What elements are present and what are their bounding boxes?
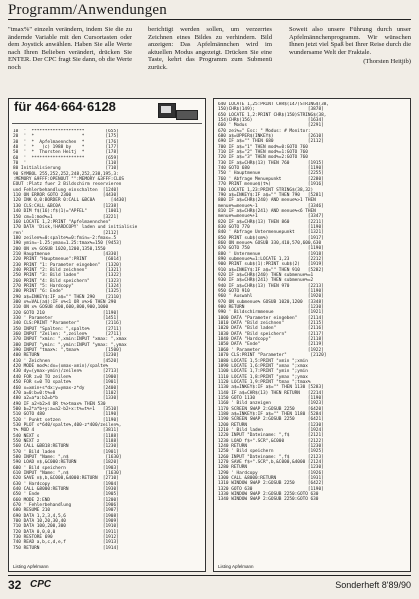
page-number: 32 — [8, 578, 22, 592]
code-line: 730 RESTORE 690 [1912] — [13, 535, 119, 541]
code-line: 300 x%=VAL(a$):IF x%<1 OR x%>6 THEN 290 — [13, 300, 117, 305]
code-line: 1210 ' Bild laden [1924] — [218, 427, 324, 433]
code-line: 1090 LOCATE 1,6:PRINT "xmax ";xmax — [218, 363, 308, 369]
code-line: 490 IF a2+b2>4 OR t%>tmax% THEN 530 — [13, 401, 106, 407]
code-line: EOUT :Platz fuer 2 Bildschirm reservieren — [13, 182, 122, 188]
code-line: 40 ' * (c) 1988 by * [177] — [13, 145, 119, 151]
code-line: 1300 CALL &8000:RETURN [1931] — [218, 476, 324, 482]
footer-rule — [8, 575, 411, 576]
code-line: 1180 a$=INKEY$:IF a$="" THEN 1180 [5284] — [218, 411, 324, 417]
header-rule — [8, 19, 411, 20]
code-line: und Fehlerbehandlung einschalten [1240] — [13, 187, 119, 193]
listing-banner — [12, 99, 202, 124]
code-line: 560 CALL &BB18:RETURN [1230] — [13, 444, 119, 450]
code-line: 110 ON ERROR GOTO 2300 [4430] — [13, 193, 119, 199]
code-line: 770 PRINT menue$(t%) [1916] — [218, 182, 324, 188]
article-column-3 — [289, 26, 411, 66]
code-line: t% MOD 4 [3811] — [13, 428, 119, 434]
code-line: 850 PRINT sub$(sm%) [1917] — [218, 235, 324, 241]
code-line: 690 DATA 1,2,3,4,5,6 [1908] — [13, 513, 119, 519]
code-line: 740 READ a,b,c,d,e,f [1913] — [13, 540, 119, 546]
code-line: 1220 INPUT "Dateiname: ",f$ [2121] — [218, 433, 324, 439]
code-line: 380 INPUT "ymin: ",ymin:INPUT "ymax: ",ymax — [13, 342, 127, 348]
code-line: 650 ' Ende [1905] — [13, 492, 119, 498]
code-line: 1010 DATA "Bild zeichnen" [2115] — [218, 321, 324, 327]
article-text — [8, 26, 411, 98]
code-line: 20 ' * * [175] — [13, 134, 119, 140]
code-line: 640 LOCATE 1,25:PRINT CHR$(147)STRING$(38, — [218, 102, 330, 107]
article-paragraph: "tmax%" einzeln verändern, indem Sie die zu ändernde Variable mit den Cursortasten oder dem Joystick anwählen. Haben Sie alle Werte nach Ihren Belieben verändert, drücken Sie ENTER. Der CPC fragt Sie dann, ob die Werte noch — [8, 26, 132, 71]
code-line: 580 INPUT "Name: ",n$ [1630] — [13, 454, 122, 460]
author-credit: (Thorsten Heitjib) — [363, 58, 411, 66]
code-line: 1320 GOTO 630 [1190] — [218, 486, 324, 492]
code-line: 1100 LOCATE 1,7:PRINT "ymin ";ymin — [218, 369, 308, 375]
code-line: 1170 SCREEN SWAP 2:GOSUB 2250 [6420] — [218, 406, 324, 412]
code-line: 1000 DATA "Parameter eingeben" [2114] — [218, 315, 324, 321]
code-line: 710 IF a$="2" THEN mod%=1:GOTO 760 — [218, 150, 308, 156]
code-line: 80 Initialisierung [710] — [13, 166, 119, 172]
code-line: 840 ' Abfrage Untermenuepunkt [1321] — [218, 230, 324, 236]
code-line: 720 IF a$="3" THEN mod%=2:GOTO 760 — [218, 155, 308, 161]
code-line: 370 INPUT "xmin: ",xmin:INPUT "xmax: ",xmax — [13, 337, 127, 343]
code-line: 510 GOTO 480 [1190] — [13, 412, 119, 418]
code-line: 220 PRINT "Hauptmenue":PRINT [6014] — [13, 257, 122, 263]
code-line: 1330 WINDOW SWAP 2:GOSUB 2250:GOTO 630 — [218, 492, 319, 498]
code-line: 1060 ' Parameter [1922] — [218, 347, 324, 353]
code-line: 760 ' Abfrage Menuepunkt [2280] — [218, 176, 324, 182]
code-line: 154)CHR$(156) [1634] — [218, 118, 324, 124]
code-line: 650 LOCATE 1,2:PRINT CHR$(150)STRING$(38, — [218, 112, 327, 118]
code-line: 750 RETURN [1914] — [13, 545, 119, 551]
code-line: 890 submenue%=1:LOCATE 1,23 [2212] — [218, 256, 324, 262]
code-line: 730 IF a$=CHR$(13) THEN 760 [1915] — [218, 160, 324, 166]
code-line: 820 IF a$=CHR$(13) THEN 860 [2211] — [218, 219, 324, 225]
code-line: 780 LOCATE 1,23:PRINT STRING$(38,32) — [218, 187, 314, 193]
code-line: 810 IF a$=CHR$(241) AND menue%<6 THEN — [218, 208, 316, 214]
code-line: 10 ' ******************** [655] — [13, 129, 119, 134]
code-line: 600 ' Bild speichern [1903] — [13, 465, 119, 471]
code-line: 660 MODE 2:END [1200] — [13, 497, 119, 503]
code-line: 870 GOTO 750 [1190] — [218, 246, 324, 252]
code-line: 680 a$=UPPER$(INKEY$) [2610] — [218, 134, 324, 140]
code-line: 410 ' Zeichnen [4520] — [13, 358, 119, 364]
program-listing — [8, 98, 411, 572]
code-line: 1240 RETURN [1230] — [218, 444, 324, 449]
code-line: 1110 LOCATE 1,8:PRINT "ymax ";ymax — [218, 374, 308, 380]
code-line: 180 zeilen%=0:spalte%=0:fmin=-2:fmax=.5 — [13, 235, 117, 241]
code-line: 150 cm=1:mod%=1 [3221] — [13, 214, 119, 220]
code-line: 480 a2=a*a:b2=b*b [1330] — [13, 396, 119, 402]
code-line: 200 ON x% GOSUB 1020,1200,1350,1550 — [13, 246, 106, 252]
code-line: 530 PLOT s*640/spalte%,400-z*400/zeilen%, — [13, 422, 122, 428]
code-line: 290 a$=INKEY$:IF a$="" THEN 290 [2110] — [13, 294, 122, 300]
code-line: 610 INPUT "Name: ",n$ [1630] — [13, 471, 122, 476]
code-line: 620 SAVE n$,b,&C000,&4000:RETURN [2710] — [13, 476, 119, 482]
code-line: 340 CLS:PRINT "Parameter" [2116] — [13, 321, 122, 327]
code-line: 390 INPUT "tmax%: ",tmax% [1500] — [13, 348, 122, 354]
code-line: 190 ymin=-1.25:ymax=1.25:tmax%=150 [9453] — [13, 241, 122, 247]
code-line: 680 RESUME 210 [1907] — [13, 508, 119, 514]
code-line: 630 ' Hardcopy [1904] — [13, 481, 119, 487]
code-line: 670 zei%=" Esc: " Modus: # Monitor: — [218, 128, 311, 134]
code-block-left — [13, 129, 201, 551]
code-line: 1080 LOCATE 1,5:PRINT "xmin ";xmin — [218, 358, 308, 364]
code-line: 440 FOR z=0 TO zeilen% [1900] — [13, 374, 119, 380]
article-column-1 — [8, 26, 132, 72]
code-line: 880 ' Untermenue [1918] — [218, 251, 324, 257]
code-line: 1140 IF a$=CHR$(13) THEN RETURN [2214] — [218, 390, 324, 396]
code-line: 1040 DATA "Hardcopy" [2118] — [218, 337, 324, 343]
code-line: 900 PRINT sub$(1):PRINT sub$(2) [1919] — [218, 262, 324, 268]
code-line: menue%=menue%+1 [3347] — [218, 214, 324, 220]
code-line: 1310 WINDOW SWAP 2:GOSUB 2250 [6422] — [218, 481, 324, 487]
code-line: 320 GOTO 210 [1190] — [13, 310, 119, 316]
code-line: 1120 LOCATE 1,9:PRINT "tmax ";tmax% — [218, 379, 311, 385]
code-line: 750 ' Hauptmenue [2255] — [218, 171, 324, 177]
code-line: 400 RETURN [1230] — [13, 353, 119, 359]
code-line: 570 ' Bild laden [1901] — [13, 449, 119, 455]
code-line: 550 NEXT z [1188] — [13, 438, 119, 444]
code-line: 310 ON x% GOSUB 400,600,800,900,1000 — [13, 305, 109, 311]
code-line: menue%=menue%-1 [3346] — [218, 203, 324, 209]
code-line: 1280 RETURN [1230] — [218, 465, 324, 471]
code-line: 60 ' ******************** [659] — [13, 155, 119, 161]
code-line: 1150 GOTO 1130 [1190] — [218, 395, 324, 401]
compatibility-label: für 464·664·6128 — [14, 99, 116, 114]
code-line: 460 x=xmin+s*dx:y=ymax-z*dy [2400] — [13, 385, 119, 391]
code-line: 1200 RETURN [1230] — [218, 422, 324, 428]
code-block-right — [218, 102, 406, 503]
code-line: 540 NEXT s [1188] — [13, 433, 119, 439]
code-line: 230 PRINT "1: Parameter eingeben" [1320] — [13, 262, 122, 268]
code-line: 30 ' * Apfelmaennchen * [176] — [13, 139, 119, 145]
code-line: 920 IF a$=CHR$(240) THEN submenue%=1 — [218, 273, 314, 278]
code-line: 350 INPUT "Spalten: ",spalte% [2711] — [13, 326, 122, 332]
code-line: 990 ' Bildschirmmenue [1921] — [218, 310, 324, 316]
listing-panel-right — [213, 98, 411, 572]
code-line: 1190 SCREEN SWAP 2:GOSUB 2250 [6421] — [218, 417, 324, 423]
code-line: 1020 DATA "Bild laden" [2116] — [218, 326, 324, 332]
code-line: 790 a$=INKEY$:IF a$="" THEN 790 [5281] — [218, 192, 324, 198]
code-line: 1130 a$=INKEY$:IF a$="" THEN 1130 [5283] — [218, 385, 324, 391]
code-line: 420 MODE mod%:dx=(xmax-xmin)/spalte% — [13, 364, 109, 370]
code-line: 670 ' Fehlerbehandlung [1906] — [13, 503, 119, 509]
code-line: 120 INK 0,0:BORDER 0:CALL &BC0A [4430] — [13, 198, 127, 204]
code-line: 910 a$=INKEY$:IF a$="" THEN 910 [5282] — [218, 267, 324, 273]
code-line: 280 PRINT "6: Ende" [1325] — [13, 289, 122, 295]
code-line: 1270 SAVE f$+".SCR",b,&C000,&4000 [2124] — [218, 460, 324, 466]
code-line: 1030 DATA "Bild speichern" [2117] — [218, 331, 324, 337]
code-line: 450 FOR s=0 TO spalte% [1901] — [13, 380, 119, 386]
code-line: 700 DATA 10,20,30,40 [1909] — [13, 519, 119, 525]
code-line: 930 IF a$=CHR$(241) THEN submenue%=2 — [218, 278, 314, 284]
issue-label: Sonderheft 8'89/90 — [335, 580, 411, 590]
code-line: 360 INPUT "Zeilen: ",zeilen% [2711] — [13, 332, 122, 338]
code-line: 70 ' [110] — [13, 161, 119, 167]
code-line: 980 RETURN [1230] — [218, 305, 324, 311]
code-line: ren' [2112] — [13, 230, 119, 236]
code-line: 1160 ' Bild anzeigen [1923] — [218, 401, 324, 407]
code-line: 1050 DATA "Ende" [2119] — [218, 342, 324, 348]
code-line: 640 CALL &8000:RETURN [1930] — [13, 487, 119, 493]
code-line: 950 GOTO 910 [1190] — [218, 289, 324, 295]
code-line: 940 IF a$=CHR$(13) THEN 970 [2213] — [218, 283, 324, 289]
article-paragraph: Soweit also unsere Führung durch unser Apfelmännchenprogramm. Wir wünschen Ihnen jetzt viel Spaß bei Ihrer Reise durch die wundersame Welt der Fraktale. — [289, 26, 411, 56]
code-line: :MEMORY &9FFF:OPENOUT "":MEMORY &3FFF:CLOS — [13, 177, 125, 183]
code-line: 130 CLS:CALL &BC0A [1238] — [13, 203, 119, 209]
code-line: 1340 WINDOW SWAP 2:GOSUB 2250:GOTO 630 — [218, 497, 319, 503]
computer-icon — [158, 103, 198, 121]
code-line: 720 DATA 0,0,0,0 [1911] — [13, 529, 119, 535]
code-line: 830 GOTO 770 [1190] — [218, 224, 324, 230]
code-line: 270 PRINT "5: Hardcopy" [1324] — [13, 283, 122, 289]
code-line: 160 LOCATE 1,2:PRINT "Apfelmaennchen" — [13, 219, 111, 225]
code-line: 710 DATA 100,200,300 [1910] — [13, 524, 119, 530]
code-line: 1070 CLS:PRINT "Parameter" [2120] — [218, 353, 327, 359]
code-line: 150)CHR$(149); [3878] — [218, 107, 324, 113]
article-paragraph: berichtigt werden sollen, um verzerrtes Zeichnen eines Bildes zu verhindern. Bild anzeigen: Das Apfelmännchen wird im aktuellen Modus angezeigt. Drücken Sie eine Taste, kehrt das Programm zum Submenü zurück. — [148, 26, 272, 71]
code-line: 240 PRINT "2: Bild zeichnen" [1321] — [13, 267, 122, 273]
code-line: 1250 ' Bild speichern [1925] — [218, 449, 324, 455]
code-line: 90 SYMBOL 255,252,252,248,252,238,195,3: — [13, 171, 119, 177]
code-line: 960 ' Auswahl [1920] — [218, 294, 324, 300]
code-line: 970 ON submenue% GOSUB 1020,1200 [3348] — [218, 299, 324, 305]
listing-panel-left — [8, 98, 206, 572]
code-line: 520 ' Punkt setzen [1190] — [13, 417, 119, 423]
code-line: 210 Hauptmenue [4330] — [13, 251, 119, 257]
code-line: 1260 INPUT "Dateiname: ",f$ [2123] — [218, 454, 324, 460]
code-line: 170 DATA 'Disk,!HARDCOPY' laden und initialisie — [13, 225, 138, 231]
code-line: 860 ON menue% GOSUB 330,410,570,600,630 — [218, 240, 322, 246]
listing-caption: Listing Apfelmann — [218, 563, 254, 569]
code-line: 690 IF a$="" THEN 680 [2112] — [218, 139, 324, 145]
section-title: Programm/Anwendungen — [8, 2, 167, 18]
code-line: 660 ' Modus [2291] — [218, 123, 324, 129]
code-line: 260 PRINT "4: Bild speichern" [1323] — [13, 278, 122, 284]
code-line: 250 PRINT "3: Bild laden" [1322] — [13, 273, 122, 279]
code-line: 430 dy=(ymax-ymin)/zeilen% [2713] — [13, 369, 119, 375]
code-line: 500 b=2*a*b+y:a=a2-b2+x:t%=t%+1 [3510] — [13, 406, 119, 412]
magazine-logo: CPC — [30, 579, 52, 590]
page-header — [0, 0, 419, 22]
code-line: 740 GOTO 680 [1190] — [218, 166, 324, 172]
code-line: 590 LOAD n$,&C000:RETURN [1820] — [13, 460, 119, 466]
listing-caption: Listing Apfelmann — [13, 563, 49, 569]
page-footer — [8, 578, 411, 594]
code-line: 1290 ' Hardcopy [1926] — [218, 470, 324, 476]
code-line: 1230 LOAD f$+".SCR",&C000 [2122] — [218, 438, 324, 444]
code-line: 800 IF a$=CHR$(240) AND menue%>1 THEN — [218, 198, 316, 204]
code-line: 330 ' Parameter [1451] — [13, 316, 119, 322]
code-line: 470 a=0:b=0:t%=0 [1102] — [13, 390, 119, 396]
article-column-2 — [148, 26, 272, 72]
code-line: 700 IF a$="1" THEN mod%=0:GOTO 760 — [218, 144, 308, 150]
code-line: 50 ' * Thorsten Heitj * [178] — [13, 150, 119, 156]
code-line: 140 DIM f$(16):f$(1)="APFEL" [1001] — [13, 209, 122, 215]
